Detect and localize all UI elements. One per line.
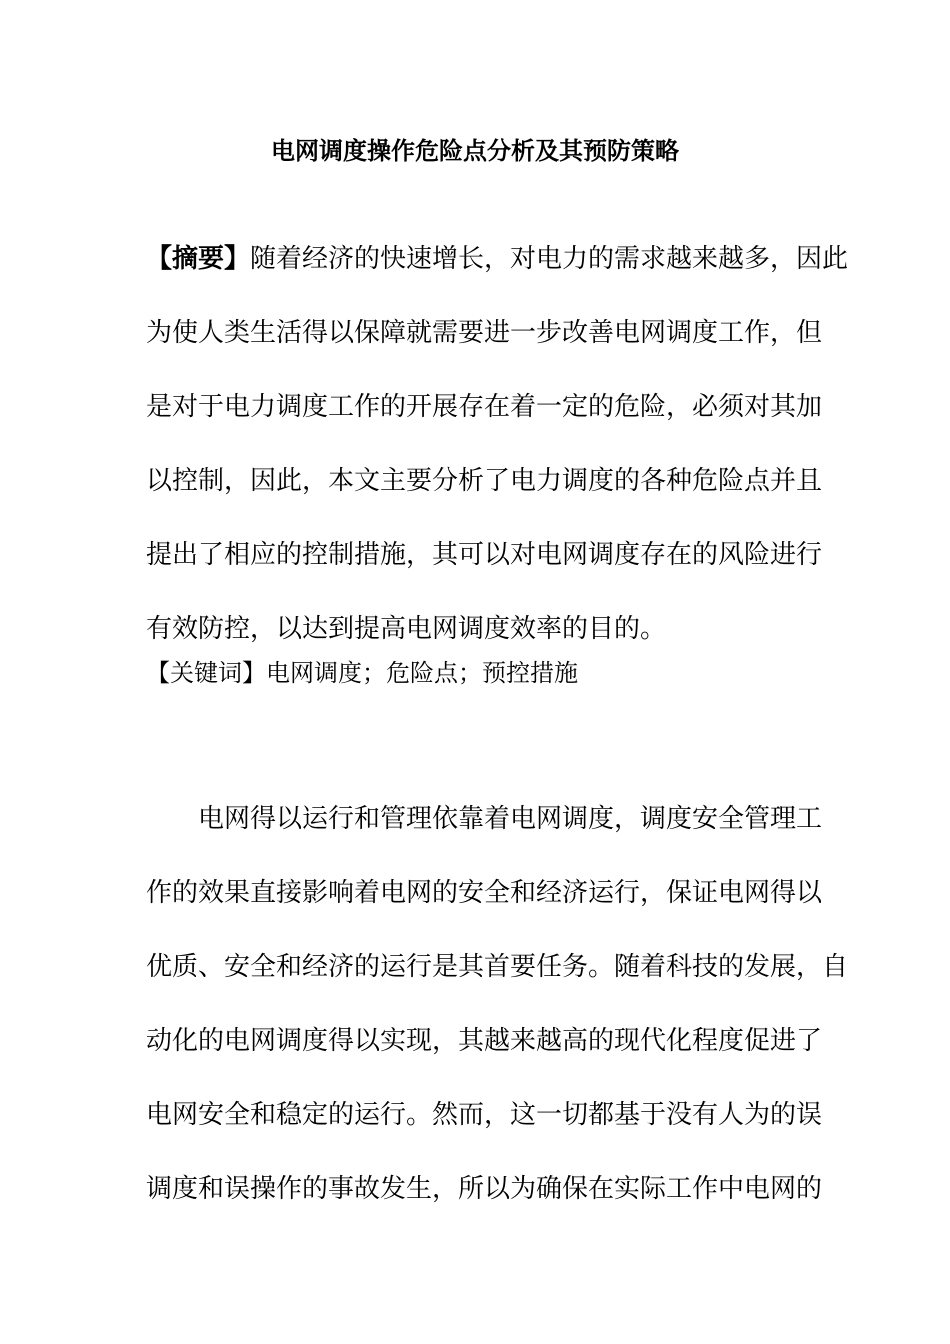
body-line: 动化的电网调度得以实现，其越来越高的现代化程度促进了 [146, 1026, 823, 1056]
body-line: 优质、安全和经济的运行是其首要任务。随着科技的发展，自 [146, 952, 849, 982]
abstract-line: 提出了相应的控制措施，其可以对电网调度存在的风险进行 [146, 540, 823, 570]
keywords-text: 电网调度；危险点；预控措施 [266, 659, 578, 687]
abstract-line [146, 222, 849, 296]
abstract-line: 有效防控，以达到提高电网调度效率的目的。 [146, 614, 667, 644]
body-line: 调度和误操作的事故发生，所以为确保在实际工作中电网的 [146, 1174, 823, 1204]
body-line: 电网得以运行和管理依靠着电网调度，调度安全管理工 [198, 804, 823, 834]
page-title: 电网调度操作危险点分析及其预防策略 [271, 136, 679, 165]
abstract-line: 以控制，因此，本文主要分析了电力调度的各种危险点并且 [146, 466, 823, 496]
abstract-line-text: 随着经济的快速增长，对电力的需求越来越多，因此 [250, 244, 849, 274]
abstract [146, 222, 849, 666]
body-paragraph [146, 782, 849, 1226]
abstract-line: 为使人类生活得以保障就需要进一步改善电网调度工作，但 [146, 318, 823, 348]
body-line: 作的效果直接影响着电网的安全和经济运行，保证电网得以 [146, 878, 823, 908]
keywords-label: 【关键词】 [146, 659, 266, 687]
body-line: 电网安全和稳定的运行。然而，这一切都基于没有人为的误 [146, 1100, 823, 1130]
keywords [146, 656, 806, 690]
abstract-line: 是对于电力调度工作的开展存在着一定的危险，必须对其加 [146, 392, 823, 422]
abstract-label: 【摘要】 [146, 244, 251, 274]
